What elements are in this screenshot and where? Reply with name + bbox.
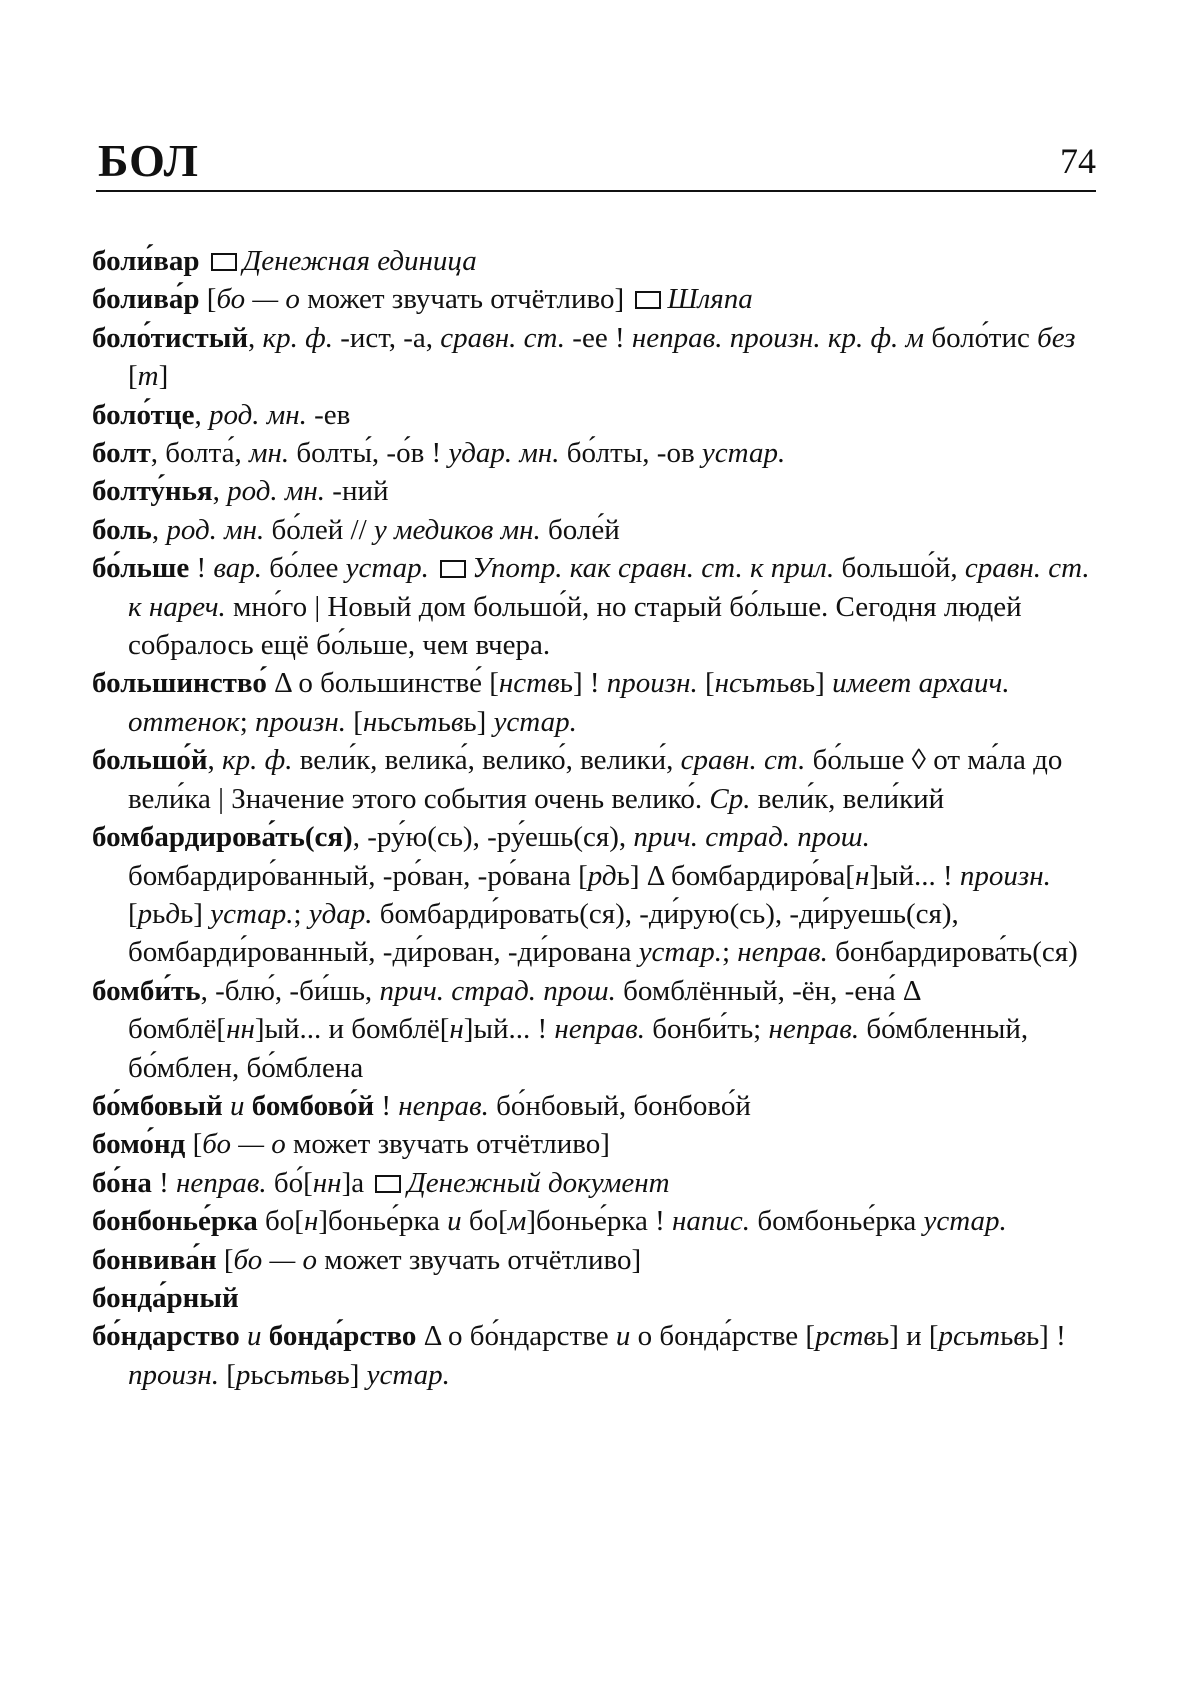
entry-text: ь: [1000, 1320, 1014, 1353]
empty-square-icon: [375, 1175, 401, 1193]
label-italic: бо — о: [202, 1128, 286, 1161]
headword: болту́нья: [92, 475, 213, 508]
dictionary-entry: [92, 818, 1098, 972]
dictionary-entry: [92, 1087, 1098, 1125]
entry-text: ,: [207, 744, 223, 777]
entry-text: может звучать отчётливо]: [285, 1128, 610, 1161]
entry-text: бо́лее: [262, 552, 346, 585]
entry-text: бомбарди́ровать(ся), -ди́рую(сь), -ди́руешь(ся), бомбарди́рованный, -ди́рован, -ди́рована: [128, 897, 959, 969]
label-italic: Денежная единица: [242, 245, 477, 277]
label-italic: м: [507, 1205, 527, 1238]
page-number: 74: [1060, 141, 1096, 181]
entry-text: ь: [250, 1358, 264, 1391]
entry-text: Δ о бо́ндарстве: [416, 1320, 616, 1353]
label-italic: устар.: [701, 437, 786, 470]
entry-text: ь: [276, 1358, 290, 1391]
entry-text: боле́й: [540, 513, 620, 546]
label-italic: имеет архаич. оттенок: [128, 667, 1010, 738]
label-italic: н: [362, 705, 378, 738]
label-italic: вар.: [213, 552, 263, 585]
entry-text: бонби́ть;: [644, 1013, 769, 1046]
dictionary-entry: [92, 511, 1098, 549]
entry-text: [: [697, 667, 715, 700]
headword: большинство́: [92, 667, 267, 700]
entry-text: ь] и [: [875, 1320, 939, 1353]
entry-text: , -ру́ю(сь), -ру́ешь(ся),: [352, 821, 634, 854]
label-italic: нн: [226, 1013, 255, 1046]
entry-text: ]бонье́рка: [318, 1205, 448, 1238]
entry-text: бонбардирова́ть(ся): [827, 936, 1078, 969]
label-italic: бо — о: [216, 283, 300, 316]
label-italic: кр. ф.: [222, 744, 293, 777]
entry-text: [429, 552, 436, 584]
label-italic: род. мн.: [227, 475, 326, 508]
empty-square-icon: [211, 253, 237, 271]
entry-text: бомбонье́рка: [750, 1205, 924, 1238]
headword: бомбардирова́ть(ся): [92, 821, 353, 854]
dictionary-entry: [92, 396, 1098, 434]
dictionary-entry: [92, 280, 1098, 318]
headword: бо́на: [92, 1166, 152, 1199]
label-italic: Употр. как сравн. ст. к прил.: [472, 552, 835, 585]
headword: бо́льше: [92, 552, 190, 585]
entry-text: ]ый... !: [869, 859, 960, 892]
label-italic: неправ.: [554, 1013, 645, 1046]
label-italic: неправ.: [176, 1166, 267, 1199]
empty-square-icon: [440, 560, 466, 578]
entry-text: ь: [152, 897, 166, 930]
entry-text: боло́тис: [924, 321, 1038, 354]
label-italic: в: [789, 667, 802, 700]
page-header: [96, 128, 1096, 192]
entry-text: бо́льше ◊ от ма́ла до вели́ка | Значение этого события очень велико́.: [128, 744, 1063, 815]
entry-text: ь: [310, 1358, 324, 1391]
headword: боло́тце: [92, 398, 195, 431]
label-italic: рд: [587, 859, 617, 892]
entry-text: ;: [721, 936, 738, 969]
label-italic: д: [165, 897, 181, 930]
entry-text: [: [128, 360, 138, 393]
dictionary-entry: [92, 664, 1098, 741]
entry-text: ]: [158, 360, 169, 393]
running-head: БОЛ: [98, 135, 199, 186]
entry-text: болты́, -о́в !: [289, 437, 449, 470]
label-italic: Денежный документ: [407, 1166, 670, 1199]
label-italic: р: [235, 1358, 251, 1391]
label-italic: н: [854, 859, 870, 892]
entry-text: ,: [212, 475, 228, 508]
empty-square-icon: [635, 291, 661, 309]
dictionary-entry: [92, 741, 1098, 818]
label-italic: род. мн.: [208, 398, 307, 431]
label-italic: неправ.: [768, 1013, 860, 1046]
label-italic: нс: [714, 667, 742, 700]
label-italic: т: [289, 1358, 311, 1391]
label-italic: н: [449, 1013, 464, 1046]
label-italic: кр. ф.: [262, 321, 333, 354]
dictionary-entries: [92, 242, 1098, 1394]
label-italic: в: [1013, 1320, 1026, 1353]
dictionary-entry: [92, 549, 1098, 664]
entry-text: ь: [437, 705, 451, 738]
entry-text: бо́нбовый, бонбово́й: [488, 1089, 751, 1122]
label-italic: без: [1037, 321, 1076, 354]
label-italic: с: [263, 1358, 277, 1391]
dictionary-entry: [92, 472, 1098, 510]
entry-text: ь: [965, 1320, 980, 1353]
label-italic: рс: [938, 1320, 966, 1353]
headword: бомбово́й: [251, 1089, 375, 1122]
label-italic: сравн. ст. к нареч.: [128, 552, 1090, 623]
label-italic: т: [416, 705, 438, 738]
label-italic: род. мн.: [166, 513, 265, 546]
entry-text: ,: [151, 513, 167, 546]
entry-text: ]ый... !: [463, 1013, 555, 1046]
label-italic: т: [137, 360, 159, 393]
label-italic: и: [239, 1320, 269, 1353]
entry-text: [: [128, 897, 138, 930]
label-italic: устар.: [210, 897, 294, 930]
entry-text: вели́к, велика́, велико́, велики́,: [292, 744, 681, 777]
entry-text: бо́лты, -ов: [559, 437, 702, 470]
entry-text: -ист, -а,: [332, 321, 441, 354]
label-italic: в: [323, 1358, 337, 1391]
entry-text: бо́лей //: [264, 513, 374, 546]
dictionary-entry: [92, 1279, 1098, 1317]
entry-text: ь]: [180, 897, 211, 930]
label-italic: произн.: [128, 1358, 219, 1391]
entry-text: вели́к, вели́кий: [750, 782, 945, 815]
entry-text: [200, 245, 207, 277]
entry-text: ь] !: [559, 667, 607, 700]
label-italic: неправ. произн. кр. ф. м: [631, 321, 925, 354]
label-italic: н: [303, 1205, 319, 1238]
label-italic: р: [137, 897, 153, 930]
entry-text: ь]: [336, 1358, 367, 1391]
entry-text: ь]: [463, 705, 494, 738]
entry-text: бомбардиро́ванный, -ро́ван, -ро́вана [: [128, 859, 588, 892]
entry-text: ь] Δ бомбардиро́ва[: [616, 859, 855, 892]
entry-text: ;: [239, 705, 256, 738]
label-italic: удар.: [308, 897, 373, 930]
entry-text: бо́мбленный, бо́мблен, бо́мблена: [128, 1013, 1029, 1084]
headword: бо́мбовый: [92, 1089, 223, 1122]
entry-text: -ее !: [565, 321, 632, 354]
label-italic: рств: [815, 1320, 876, 1353]
label-italic: сравн. ст.: [440, 321, 566, 354]
entry-text: мно́го | Новый дом большо́й, но старый бо́льше. Сегодня людей собралось ещё бо́льше, чем вчера.: [128, 590, 1022, 662]
label-italic: удар. мн.: [448, 437, 560, 470]
entry-text: ,: [194, 398, 209, 431]
entry-text: , -блю́, -би́шь,: [200, 974, 380, 1007]
dictionary-entry: [92, 434, 1098, 472]
label-italic: прич. страд. прош.: [633, 821, 870, 854]
headword: бонда́рный: [92, 1281, 239, 1314]
entry-text: -ев: [306, 398, 351, 431]
dictionary-entry: [92, 1241, 1098, 1279]
entry-text: !: [189, 552, 214, 585]
label-italic: устар.: [493, 705, 577, 738]
entry-text: [: [345, 705, 363, 738]
entry-text: !: [374, 1089, 399, 1122]
entry-text: , болта́,: [150, 437, 250, 470]
dictionary-entry: [92, 1317, 1098, 1394]
entry-text: большо́й,: [834, 552, 965, 585]
entry-text: бо́[: [266, 1166, 313, 1199]
entry-text: ь: [741, 667, 756, 700]
headword: большо́й: [92, 744, 208, 777]
label-italic: произн.: [606, 667, 698, 700]
entry-text: ]бонье́рка !: [526, 1205, 673, 1238]
label-italic: неправ.: [737, 936, 828, 969]
label-italic: т: [979, 1320, 1001, 1353]
entry-text: о бонда́рстве [: [630, 1320, 816, 1353]
label-italic: бо — о: [233, 1243, 317, 1276]
dictionary-entry: [92, 1125, 1098, 1163]
headword: болт: [92, 437, 151, 470]
entry-text: ь: [776, 667, 790, 700]
entry-text: [: [199, 283, 217, 316]
headword: бомо́нд: [92, 1128, 186, 1161]
entry-text: [: [185, 1128, 203, 1161]
entry-text: -ний: [325, 475, 389, 508]
dictionary-entry: [92, 242, 1098, 280]
headword: бонвива́н: [92, 1243, 217, 1276]
dictionary-entry: [92, 319, 1098, 396]
label-italic: и: [447, 1205, 462, 1238]
entry-text: ь] !: [1025, 1320, 1066, 1353]
entry-text: Δ о большинстве́ [: [266, 667, 499, 700]
headword: бонбонье́рка: [92, 1205, 258, 1238]
label-italic: устар.: [366, 1358, 450, 1391]
label-italic: устар.: [345, 552, 429, 585]
label-italic: Ср.: [709, 782, 751, 815]
label-italic: т: [755, 667, 777, 700]
label-italic: мн.: [249, 437, 290, 470]
entry-text: ]ый... и бомблё[: [254, 1013, 450, 1046]
entry-text: может звучать отчётливо]: [299, 283, 632, 316]
headword: боли́вар: [92, 245, 200, 277]
label-italic: Шляпа: [667, 283, 753, 316]
entry-text: ,: [248, 321, 263, 354]
label-italic: и: [615, 1320, 631, 1353]
entry-text: ь: [377, 705, 391, 738]
entry-text: ;: [293, 897, 309, 930]
entry-text: может звучать отчётливо]: [317, 1243, 642, 1276]
dictionary-entry: [92, 1164, 1098, 1202]
label-italic: в: [450, 705, 464, 738]
dictionary-entry: [92, 972, 1098, 1087]
label-italic: у медиков мн.: [373, 513, 541, 546]
entry-text: бо[: [257, 1205, 304, 1238]
label-italic: неправ.: [398, 1089, 489, 1122]
headword: болива́р: [92, 283, 200, 316]
entry-text: [: [218, 1358, 236, 1391]
entry-text: ь]: [801, 667, 833, 700]
entry-text: бомблённый, -ён, -ена́ Δ бомблё[: [128, 974, 920, 1046]
label-italic: с: [390, 705, 404, 738]
headword: бомби́ть: [92, 974, 201, 1007]
headword: бонда́рство: [268, 1320, 417, 1353]
label-italic: сравн. ст.: [680, 744, 806, 777]
entry-text: ь: [403, 705, 417, 738]
headword: боло́тистый: [92, 321, 249, 354]
entry-text: бо[: [461, 1205, 508, 1238]
entry-text: [: [216, 1243, 234, 1276]
dictionary-entry: [92, 1202, 1098, 1240]
headword: боль: [92, 513, 152, 546]
label-italic: произн.: [255, 705, 346, 738]
label-italic: нств: [498, 667, 560, 700]
entry-text: ]а: [341, 1166, 372, 1199]
label-italic: напис.: [672, 1205, 751, 1238]
label-italic: прич. страд. прош.: [379, 974, 616, 1007]
headword: бо́ндарство: [92, 1320, 240, 1353]
entry-text: !: [151, 1166, 176, 1199]
label-italic: произн.: [959, 859, 1051, 892]
label-italic: и: [222, 1089, 252, 1122]
label-italic: устар.: [638, 936, 722, 969]
label-italic: нн: [312, 1166, 342, 1199]
label-italic: устар.: [923, 1205, 1007, 1238]
